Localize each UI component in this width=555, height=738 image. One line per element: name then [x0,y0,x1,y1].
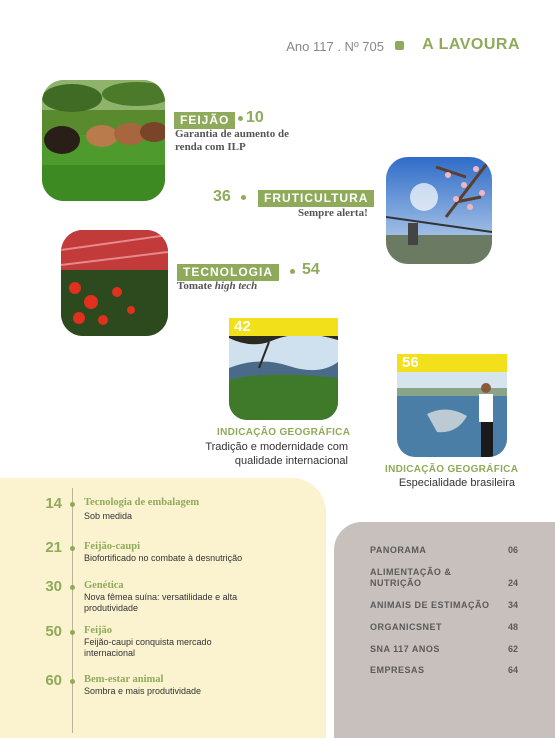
section-page: 48 [507,622,518,632]
ig-label-2: INDICAÇÃO GEOGRÁFICA [385,464,519,475]
orchard-photo [386,157,492,264]
page-number-fruticultura: 36 [213,188,231,205]
subtitle-italic-text: high tech [214,280,258,292]
bullet-dot-icon [70,502,75,507]
tomato-greenhouse-photo [61,230,168,336]
page-header [0,37,520,57]
square-bullet-icon [395,41,404,50]
ig-desc-1: Tradição e modernidade com qualidade internacional [205,441,348,467]
toc-page-number: 60 [45,672,62,689]
cattle-photo [42,80,165,201]
sections-panel [334,522,555,738]
section-name: PANORAMA [370,545,427,555]
toc-title: Genética [84,580,124,591]
ig-label-1: INDICAÇÃO GEOGRÁFICA [217,427,351,438]
toc-page-number: 50 [45,623,62,640]
bullet-dot-icon [70,630,75,635]
toc-desc: Feijão-caupi conquista mercado internacional [84,637,212,658]
section-tag-tecnologia: TECNOLOGIA [177,264,279,281]
issue-info: Ano 117 . Nº 705 [286,39,384,54]
subtitle-text: Tomate [177,280,215,292]
toc-desc: Biofortificado no combate à desnutrição [84,553,243,563]
bullet-dot-icon [238,116,243,121]
toc-title: Bem-estar animal [84,674,164,685]
toc-page-number: 21 [45,539,62,556]
ig-desc-2: Especialidade brasileira [398,477,515,489]
feature-subtitle-tecnologia [177,280,257,293]
section-page: 06 [507,545,518,555]
feature-subtitle-fruticultura: Sempre alerta! [298,207,368,219]
section-tag-feijao: FEIJÃO [174,112,235,129]
section-name: SNA 117 ANOS [370,644,440,654]
bullet-dot-icon [70,679,75,684]
section-name: ORGANICSNET [370,622,443,632]
feature-subtitle-feijao: Garantia de aumento de renda com ILP [175,128,289,153]
section-name: ANIMAIS DE ESTIMAÇÃO [370,600,490,610]
toc-timeline-line [72,488,73,733]
section-tag-fruticultura: FRUTICULTURA [258,190,374,207]
bullet-dot-icon [290,269,295,274]
section-page: 62 [507,644,518,654]
page-number-ig-1: 42 [229,318,338,336]
section-page: 34 [507,600,518,610]
page-number-tecnologia: 54 [302,261,320,278]
bullet-dot-icon [70,585,75,590]
bullet-dot-icon [241,195,246,200]
toc-desc: Nova fêmea suína: versatilidade e alta produtividade [84,592,238,613]
toc-title: Feijão-caupi [84,541,140,552]
toc-title: Feijão [84,625,112,636]
toc-title: Tecnologia de embalagem [84,497,200,508]
section-name: EMPRESAS [370,665,425,675]
magazine-title: A LAVOURA [422,36,520,53]
page-number-ig-2: 56 [397,354,507,372]
toc-desc: Sombra e mais produtividade [84,686,202,696]
bullet-dot-icon [70,546,75,551]
page-number-feijao: 10 [246,109,264,126]
toc-page-number: 30 [45,578,62,595]
section-page: 24 [507,578,518,588]
section-name: ALIMENTAÇÃO & NUTRIÇÃO [370,567,452,588]
toc-desc: Sob medida [84,511,133,521]
toc-page-number: 14 [45,495,62,512]
section-page: 64 [507,665,518,675]
